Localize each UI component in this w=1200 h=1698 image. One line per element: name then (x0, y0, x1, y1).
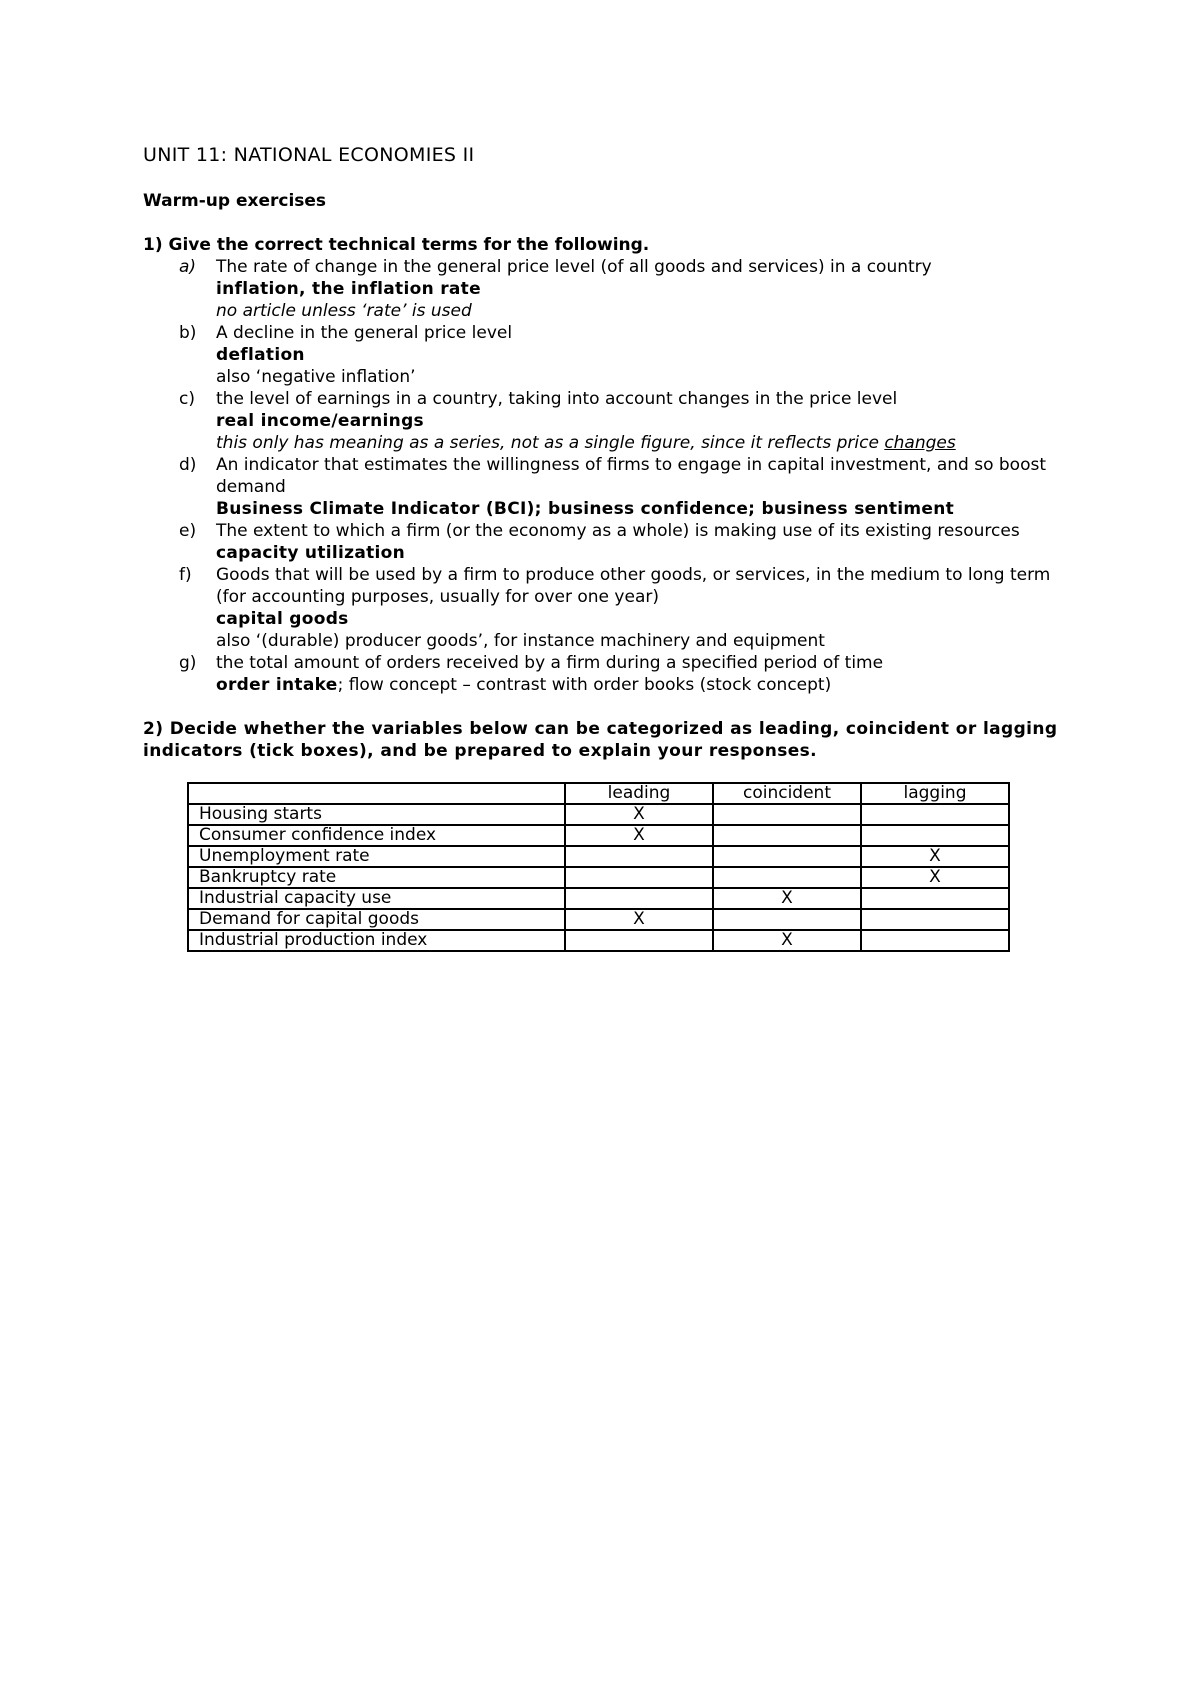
row-label: Consumer confidence index (188, 825, 565, 846)
question-1-heading: 1) Give the correct technical terms for the following. (143, 235, 650, 255)
row-label: Bankruptcy rate (188, 867, 565, 888)
item-letter: d) (179, 455, 197, 475)
checkbox-leading[interactable]: X (565, 825, 713, 846)
list-item-a (143, 256, 1063, 322)
item-text: the total amount of orders received by a firm during a specified period of time (216, 653, 884, 673)
checkbox-lagging[interactable] (861, 888, 1009, 909)
list-item-g (143, 652, 1063, 696)
item-letter: f) (179, 565, 192, 585)
checkbox-lagging[interactable] (861, 825, 1009, 846)
list-item-b (143, 322, 1063, 388)
row-label: Industrial production index (188, 930, 565, 951)
item-term: order intake (216, 675, 338, 695)
checkbox-lagging[interactable]: X (861, 867, 1009, 888)
column-header-leading: leading (565, 783, 713, 804)
row-label: Industrial capacity use (188, 888, 565, 909)
column-header-coincident: coincident (713, 783, 861, 804)
item-term: inflation, the inflation rate (216, 279, 481, 299)
item-letter: g) (179, 653, 197, 673)
checkbox-leading[interactable]: X (565, 909, 713, 930)
checkbox-coincident[interactable] (713, 867, 861, 888)
checkbox-leading[interactable]: X (565, 804, 713, 825)
item-text: The rate of change in the general price level (of all goods and services) in a country (216, 257, 932, 277)
checkbox-leading[interactable] (565, 846, 713, 867)
table-header-row (188, 783, 1009, 804)
table-row (188, 888, 1009, 909)
checkbox-coincident[interactable] (713, 825, 861, 846)
item-note-text: this only has meaning as a series, not as a single figure, since it reflects price (216, 433, 885, 453)
item-term: Business Climate Indicator (BCI); business confidence; business sentiment (216, 499, 955, 519)
item-note: ; flow concept – contrast with order books (stock concept) (337, 675, 832, 695)
item-text: the level of earnings in a country, taking into account changes in the price level (216, 389, 898, 409)
table-row (188, 804, 1009, 825)
checkbox-coincident[interactable] (713, 804, 861, 825)
checkbox-lagging[interactable] (861, 804, 1009, 825)
item-term: deflation (216, 345, 305, 365)
item-term: capital goods (216, 609, 349, 629)
item-note (216, 432, 1063, 454)
checkbox-leading[interactable] (565, 867, 713, 888)
row-label: Unemployment rate (188, 846, 565, 867)
item-letter: e) (179, 521, 197, 541)
checkbox-coincident[interactable]: X (713, 888, 861, 909)
column-header-lagging: lagging (861, 783, 1009, 804)
table-row (188, 825, 1009, 846)
checkbox-leading[interactable] (565, 930, 713, 951)
row-label: Housing starts (188, 804, 565, 825)
question-1-list (143, 256, 1063, 696)
list-item-c (143, 388, 1063, 454)
indicators-table-body (188, 783, 1009, 951)
checkbox-lagging[interactable]: X (861, 846, 1009, 867)
checkbox-leading[interactable] (565, 888, 713, 909)
checkbox-lagging[interactable] (861, 930, 1009, 951)
row-label: Demand for capital goods (188, 909, 565, 930)
item-term: real income/earnings (216, 411, 424, 431)
list-item-d (143, 454, 1063, 520)
item-note: also ‘(durable) producer goods’, for instance machinery and equipment (216, 631, 825, 651)
table-row (188, 846, 1009, 867)
item-text: The extent to which a firm (or the economy as a whole) is making use of its existing resources (216, 521, 1020, 541)
item-text: An indicator that estimates the willingness of firms to engage in capital investment, and so boost demand (216, 455, 1046, 497)
table-row (188, 909, 1009, 930)
checkbox-lagging[interactable] (861, 909, 1009, 930)
item-term: capacity utilization (216, 543, 406, 563)
item-term-line (216, 674, 1063, 696)
item-letter: a) (179, 257, 197, 277)
section-heading: Warm-up exercises (143, 191, 327, 211)
checkbox-coincident[interactable]: X (713, 930, 861, 951)
item-text: A decline in the general price level (216, 323, 513, 343)
item-text: Goods that will be used by a firm to produce other goods, or services, in the medium to long term (for accounting purposes, usually for over one year) (216, 565, 1051, 607)
table-row (188, 867, 1009, 888)
item-note: also ‘negative inflation’ (216, 367, 416, 387)
document-content (143, 144, 1063, 952)
item-letter: c) (179, 389, 195, 409)
list-item-e (143, 520, 1063, 564)
table-row (188, 930, 1009, 951)
item-note-underlined: changes (884, 433, 956, 453)
item-note: no article unless ‘rate’ is used (216, 301, 472, 321)
checkbox-coincident[interactable] (713, 909, 861, 930)
question-2-heading: 2) Decide whether the variables below can be categorized as leading, coincident or lagging indicators (tick boxes), and be prepared to explain your responses. (143, 719, 1058, 761)
column-header-blank (188, 783, 565, 804)
indicators-table (187, 782, 1010, 952)
item-letter: b) (179, 323, 197, 343)
unit-title: UNIT 11: NATIONAL ECONOMIES II (143, 144, 475, 166)
checkbox-coincident[interactable] (713, 846, 861, 867)
list-item-f (143, 564, 1063, 652)
